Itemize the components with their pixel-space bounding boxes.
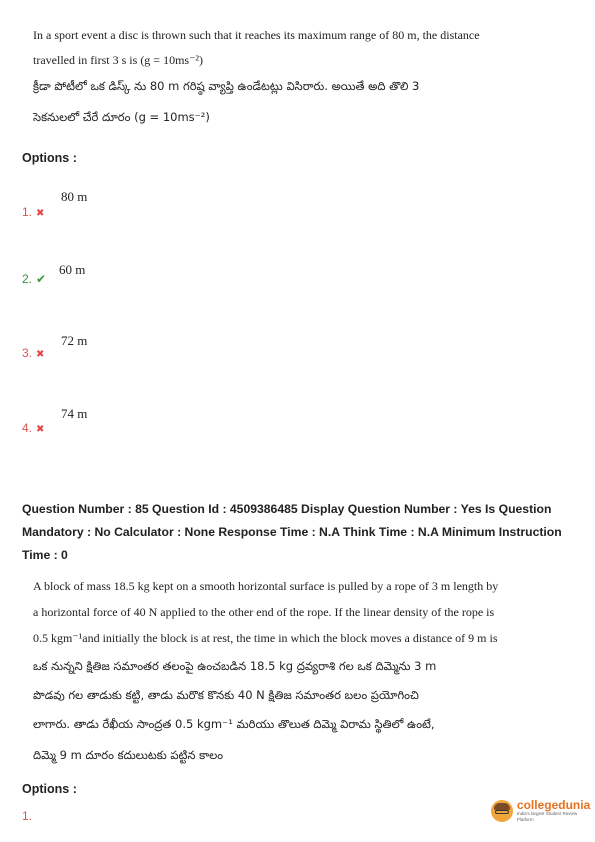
- question-text-line: A block of mass 18.5 kg kept on a smooth horizontal surface is pulled by a rope of 3 m length by: [33, 579, 499, 593]
- wrong-mark-icon: ✖: [36, 424, 45, 435]
- option-number[interactable]: 1.: [22, 809, 33, 823]
- wrong-mark-icon: ✖: [36, 349, 45, 360]
- logo-name: collegedunia: [516, 798, 591, 812]
- question-text-telugu-line: లాగారు. తాడు రేఖీయ సాంద్రత 0.5 kgm⁻¹ మరియు తొలుత దిమ్మె విరామ స్థితిలో ఉంటే,: [33, 717, 435, 731]
- question-text-telugu-line: పొడవు గల తాడుకు కట్టి, తాడు మరొక కొనకు 40 N క్షితిజ సమాంతర బలం ప్రయోగించి: [33, 688, 419, 702]
- question-text-telugu-line: దిమ్మె 9 m దూరం కదులుటకు పట్టిన కాలం: [33, 748, 224, 762]
- student-avatar-icon: [491, 800, 513, 822]
- options-label: Options :: [22, 151, 77, 165]
- option-item[interactable]: [22, 272, 46, 286]
- question-text-telugu-line: ఒక నున్నని క్షితిజ సమాంతర తలంపై ఉంచబడిన 18.5 kg ద్రవ్యరాశి గల ఒక దిమ్మెను 3 m: [33, 659, 437, 673]
- option-item[interactable]: [22, 421, 44, 435]
- option-value: 80 m: [61, 189, 88, 204]
- question-text-line: In a sport event a disc is thrown such that it reaches its maximum range of 80 m, the distance: [33, 28, 480, 42]
- question-text-line: travelled in first 3 s is (g = 10ms⁻²): [33, 53, 204, 67]
- option-number: 4.: [22, 421, 33, 435]
- option-number: 1.: [22, 205, 33, 219]
- option-number: 3.: [22, 346, 33, 360]
- question-text-line: 0.5 kgm⁻¹and initially the block is at rest, the time in which the block moves a distance of 9 m is: [33, 631, 498, 645]
- option-value: 60 m: [59, 262, 86, 277]
- wrong-mark-icon: ✖: [36, 208, 45, 219]
- question-meta-line: Time : 0: [22, 548, 68, 562]
- question-text-telugu-line: సెకనులలో చేరే దూరం (g = 10ms⁻²): [33, 110, 210, 124]
- option-value: 72 m: [61, 333, 88, 348]
- logo-tagline: India's largest Student Review Platform: [516, 811, 578, 822]
- correct-check-icon: ✔: [36, 272, 47, 286]
- option-item[interactable]: [22, 205, 44, 219]
- question-text-telugu-line: క్రీడా పోటీలో ఒక డిస్క్ ను 80 m గరిష్ఠ వ్యాప్తి ఉండేటట్లు విసిరారు. అయితే అది తొలి 3: [33, 79, 420, 93]
- options-label: Options :: [22, 782, 77, 796]
- option-number: 2.: [22, 272, 33, 286]
- option-item[interactable]: [22, 346, 44, 360]
- question-meta: [22, 498, 582, 567]
- question-text-line: a horizontal force of 40 N applied to the other end of the rope. If the linear density of the rope is: [33, 605, 495, 619]
- option-value: 74 m: [61, 406, 88, 421]
- question-meta-line: Mandatory : No Calculator : None Response Time : N.A Think Time : N.A Minimum Instruction: [22, 525, 562, 539]
- question-meta-line: Question Number : 85 Question Id : 4509386485 Display Question Number : Yes Is Question: [22, 502, 552, 516]
- collegedunia-logo: [491, 799, 595, 823]
